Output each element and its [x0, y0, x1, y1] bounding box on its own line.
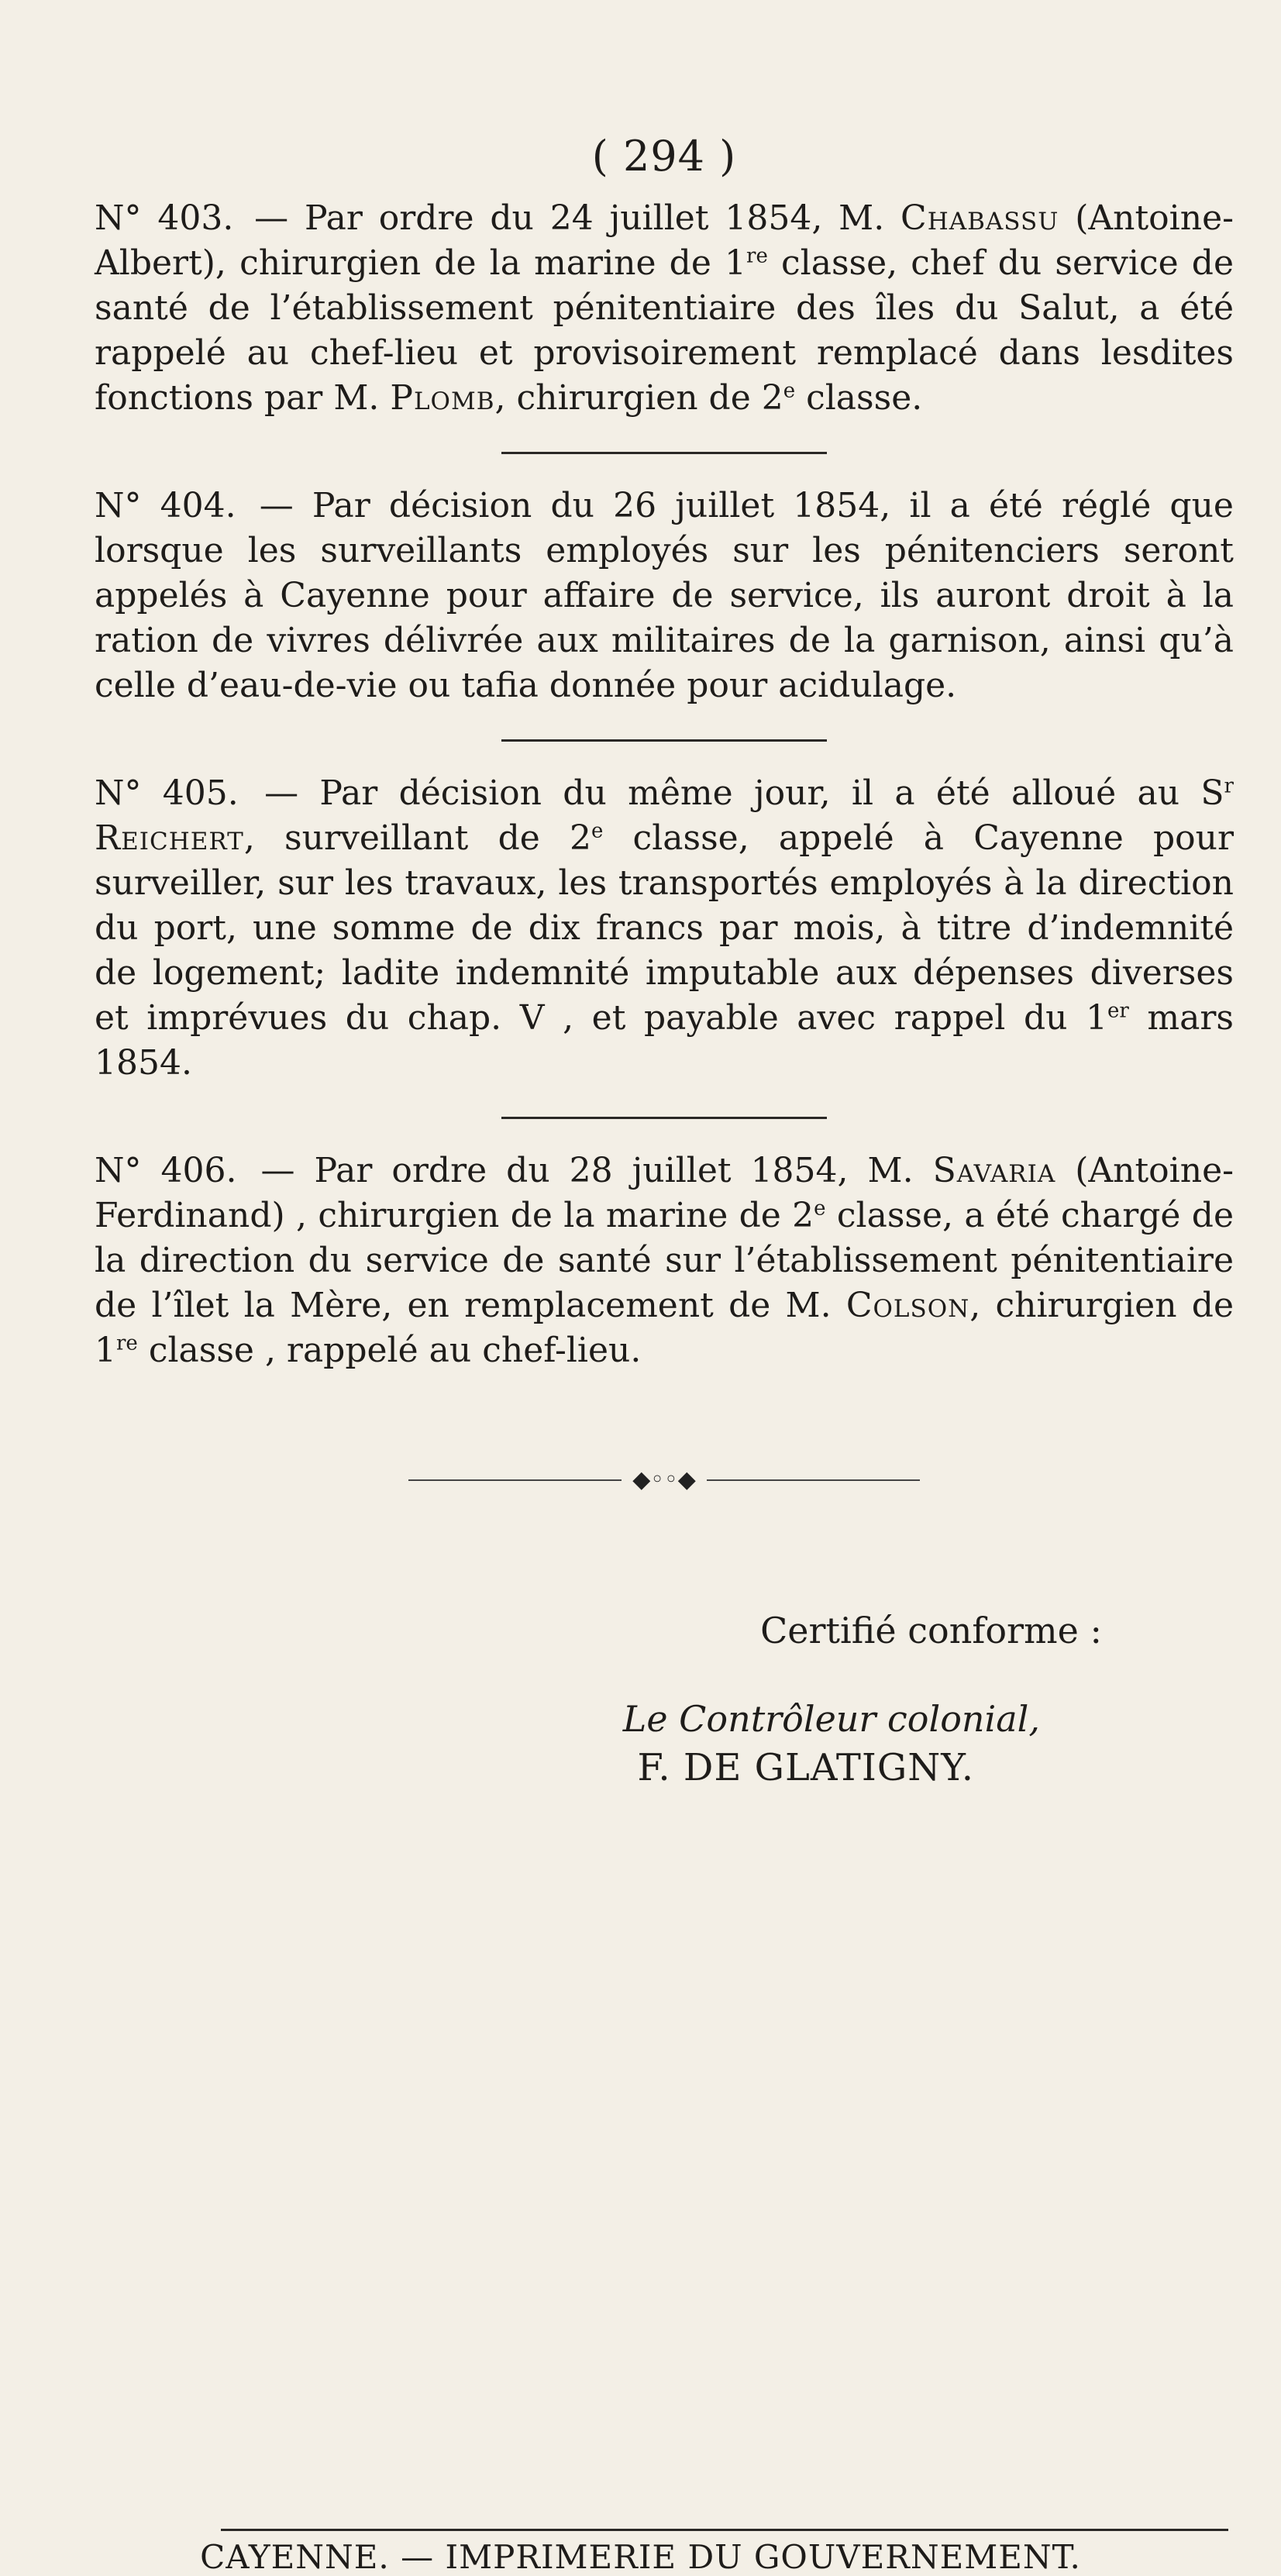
- surname: Colson: [845, 1286, 970, 1325]
- entry-403: [95, 196, 1234, 421]
- surname: Savaria: [932, 1151, 1056, 1190]
- ornament-icon: ◆◦◦◆: [632, 1466, 696, 1493]
- entry-text: , chirurgien de 1: [95, 1286, 1234, 1370]
- surname: Chabassu: [900, 198, 1059, 238]
- entry-404: [95, 484, 1234, 708]
- superscript: e: [814, 1197, 826, 1221]
- entry-405: [95, 771, 1234, 1086]
- footer-rule: [221, 2529, 1228, 2531]
- entry-text: classe.: [795, 378, 923, 418]
- entry-text: classe , rappelé au chef-lieu.: [137, 1331, 642, 1370]
- surname: Reichert: [95, 818, 244, 858]
- separator-rule: [501, 739, 827, 742]
- entry-number: N° 404.: [95, 486, 236, 525]
- superscript: er: [1107, 999, 1129, 1023]
- entry-text: classe, a été chargé de la direction du service de santé sur l’établissement pénitentiaire de l’îlet la Mère, en remplacement de M.: [95, 1196, 1234, 1325]
- entry-text: — Par ordre du 28 juillet 1854, M.: [241, 1151, 933, 1190]
- entry-text: , surveillant de 2: [243, 818, 591, 858]
- entry-text: (Antoine-Albert), chirurgien de la marine de 1: [95, 198, 1234, 283]
- entry-406: [95, 1149, 1234, 1373]
- separator-rule: [501, 452, 827, 454]
- entry-text: — Par décision du même jour, il a été alloué au S: [243, 773, 1224, 813]
- entry-number: N° 406.: [95, 1151, 237, 1190]
- signatory-name: F. DE GLATIGNY.: [637, 1746, 974, 1789]
- entry-text: classe, appelé à Cayenne pour surveiller, sur les travaux, les transportés employés à la direction du port, une somme de dix francs par mois, à titre d’indemnité de logement; ladite indemnité imputable aux dépenses diverses et imprévues du chap. V , et payable avec rappel du 1: [95, 818, 1234, 1038]
- superscript: e: [591, 819, 604, 843]
- surname: Plomb: [390, 378, 495, 418]
- entry-text: , chirurgien de 2: [494, 378, 783, 418]
- superscript: re: [116, 1331, 138, 1355]
- ornament-line: [408, 1479, 622, 1481]
- certification-text: Certifié conforme :: [760, 1610, 1102, 1651]
- entry-text: mars 1854.: [95, 998, 1235, 1083]
- signatory-title: Le Contrôleur colonial,: [622, 1698, 1040, 1740]
- page-number: ( 294 ): [591, 132, 737, 181]
- entry-text: — Par décision du 26 juillet 1854, il a été réglé que lorsque les surveillants employés sur les pénitenciers seront appelés à Cayenne pour affaire de service, ils auront droit à la ration de vivres délivrée aux militaires de la garnison, ainsi qu’à celle d’eau-de-vie ou tafia donnée pour acidulage.: [95, 486, 1234, 705]
- superscript: e: [783, 379, 796, 403]
- entry-text: — Par ordre du 24 juillet 1854, M.: [238, 198, 901, 238]
- superscript: re: [746, 244, 768, 268]
- entry-text: classe, chef du service de santé de l’établissement pénitentiaire des îles du Salut, a été rappelé au chef-lieu et provisoirement remplacé dans lesdites fonctions par M.: [95, 243, 1235, 418]
- ornament-divider: [408, 1466, 920, 1493]
- entry-number: N° 403.: [95, 198, 234, 238]
- entry-number: N° 405.: [95, 773, 239, 813]
- superscript: r: [1224, 774, 1234, 798]
- entry-text: (Antoine-Ferdinand) , chirurgien de la marine de 2: [95, 1151, 1234, 1235]
- ornament-line: [707, 1479, 920, 1481]
- separator-rule: [501, 1117, 827, 1119]
- document-page: [95, 132, 1234, 1789]
- printer-imprint: CAYENNE. — IMPRIMERIE DU GOUVERNEMENT.: [200, 2538, 1081, 2576]
